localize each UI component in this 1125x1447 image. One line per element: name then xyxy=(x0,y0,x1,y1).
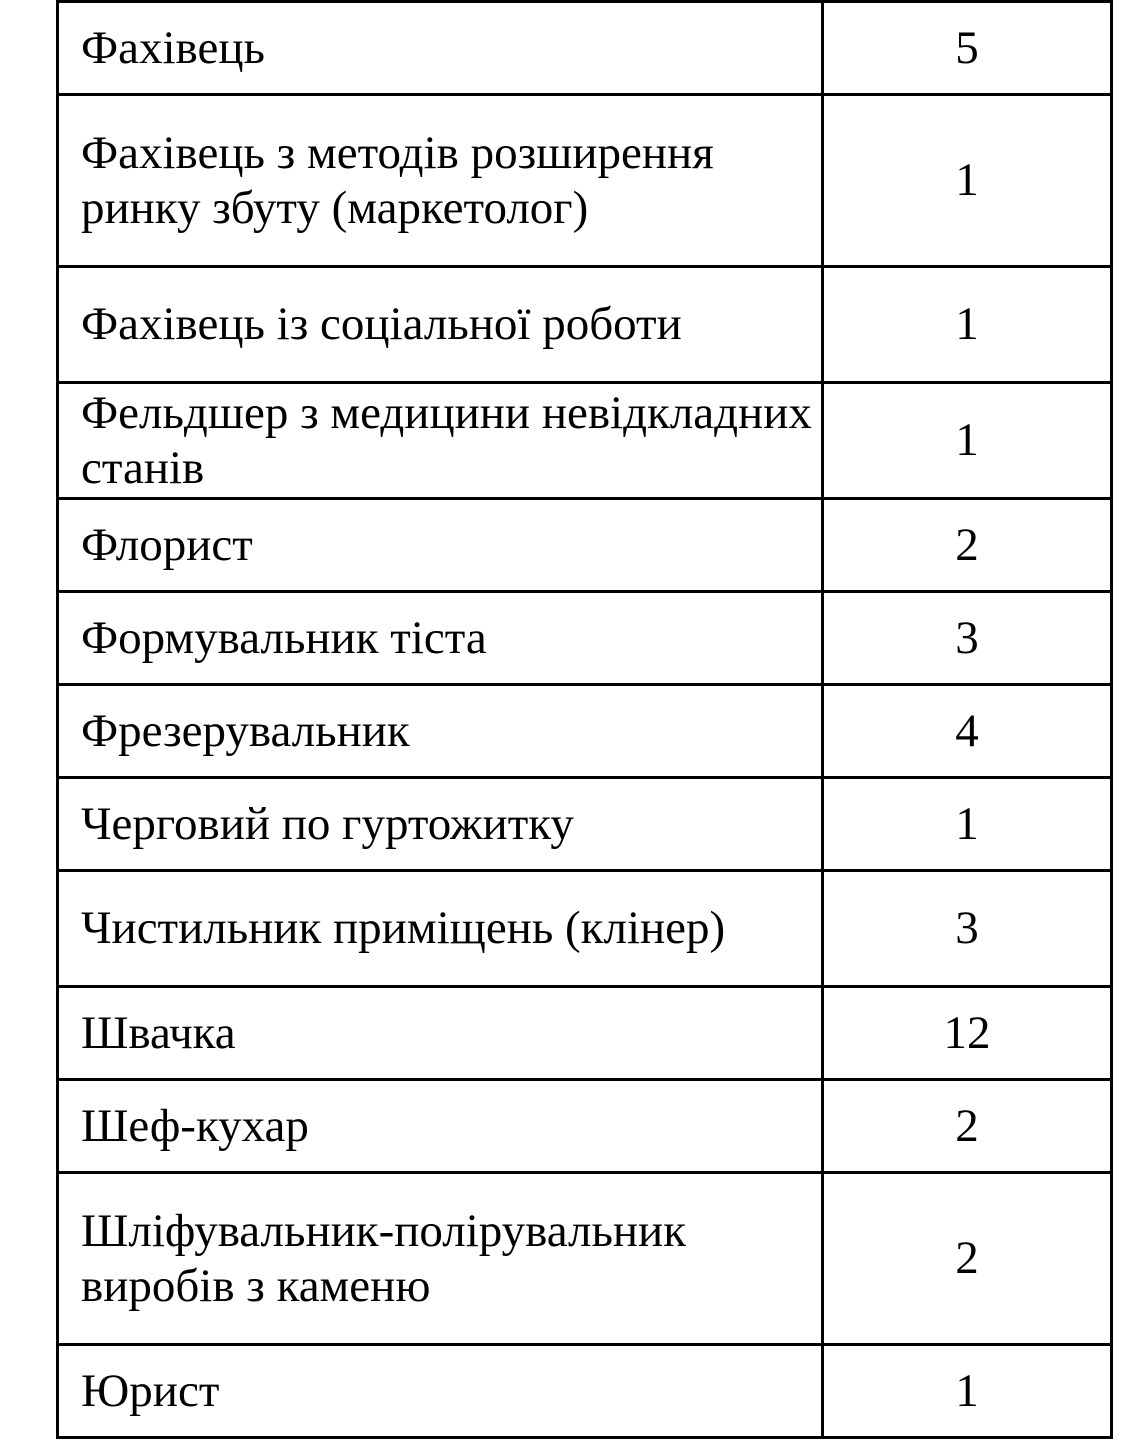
profession-cell: Фахівець з методів розширення ринку збуту (маркетолог) xyxy=(58,95,823,267)
vacancy-count-cell: 3 xyxy=(823,871,1112,987)
profession-cell: Шеф-кухар xyxy=(58,1080,823,1173)
profession-cell: Шліфувальник-полірувальник виробів з каменю xyxy=(58,1173,823,1345)
vacancy-count-cell: 3 xyxy=(823,592,1112,685)
table-row xyxy=(58,987,1112,1080)
table-row xyxy=(58,499,1112,592)
vacancy-count-cell: 5 xyxy=(823,2,1112,95)
vacancy-count-cell: 4 xyxy=(823,685,1112,778)
vacancy-count-cell: 2 xyxy=(823,499,1112,592)
vacancy-count-cell: 1 xyxy=(823,267,1112,383)
vacancy-count-cell: 2 xyxy=(823,1080,1112,1173)
vacancy-count-cell: 12 xyxy=(823,987,1112,1080)
table-row xyxy=(58,2,1112,95)
profession-cell: Черговий по гуртожитку xyxy=(58,778,823,871)
vacancy-count-cell: 1 xyxy=(823,383,1112,499)
vacancy-count-cell: 1 xyxy=(823,1345,1112,1438)
profession-cell: Фахівець із соціальної роботи xyxy=(58,267,823,383)
table-row xyxy=(58,1080,1112,1173)
table-row xyxy=(58,871,1112,987)
profession-cell: Формувальник тіста xyxy=(58,592,823,685)
profession-cell: Швачка xyxy=(58,987,823,1080)
profession-cell: Фахівець xyxy=(58,2,823,95)
vacancy-count-cell: 2 xyxy=(823,1173,1112,1345)
table-row xyxy=(58,1345,1112,1438)
vacancies-table xyxy=(56,0,1113,1439)
table-row xyxy=(58,383,1112,499)
table-row xyxy=(58,592,1112,685)
table-row xyxy=(58,778,1112,871)
table-row xyxy=(58,267,1112,383)
profession-cell: Фрезерувальник xyxy=(58,685,823,778)
profession-cell: Флорист xyxy=(58,499,823,592)
vacancy-count-cell: 1 xyxy=(823,95,1112,267)
vacancy-count-cell: 1 xyxy=(823,778,1112,871)
table-row xyxy=(58,95,1112,267)
table-row xyxy=(58,685,1112,778)
table-row xyxy=(58,1173,1112,1345)
profession-cell: Юрист xyxy=(58,1345,823,1438)
profession-cell: Фельдшер з медицини невідкладних станів xyxy=(58,383,823,499)
profession-cell: Чистильник приміщень (клінер) xyxy=(58,871,823,987)
